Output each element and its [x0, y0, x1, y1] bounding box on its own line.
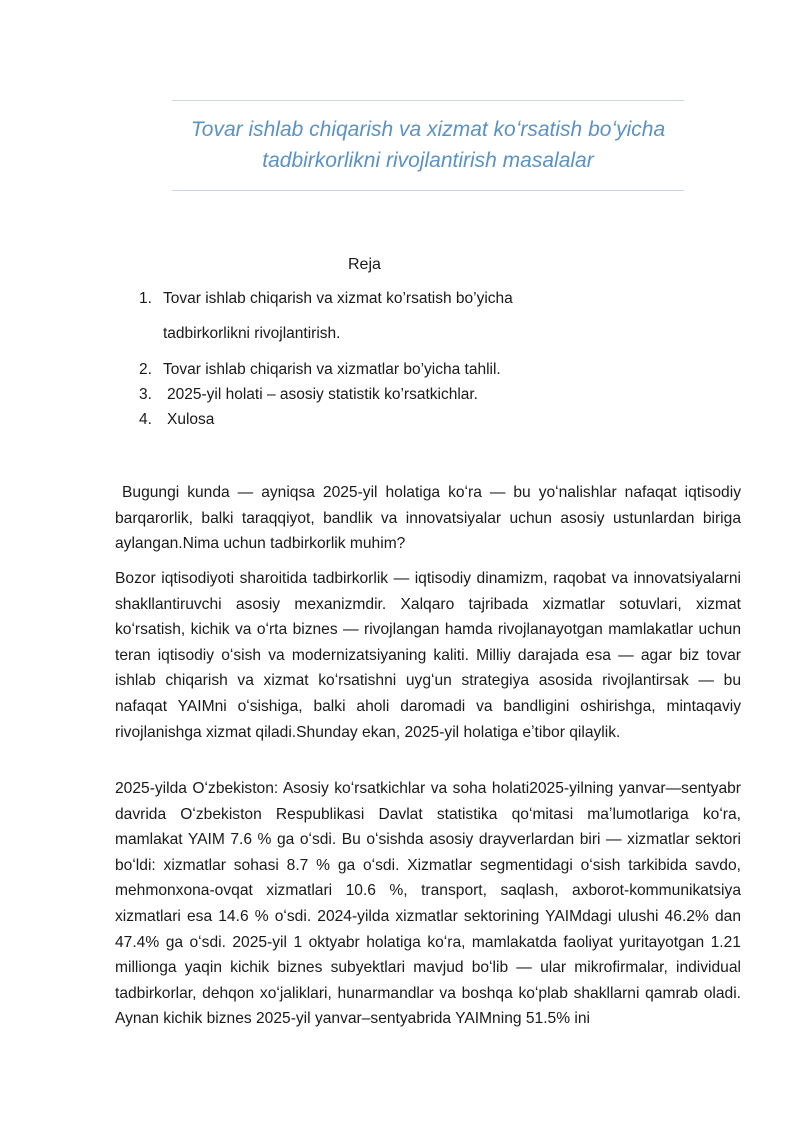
- plan-item-text: Tovar ishlab chiqarish va xizmat ko’rsatish bo’yicha: [163, 290, 513, 307]
- plan-item-text: Tovar ishlab chiqarish va xizmatlar bo’yicha tahlil.: [163, 361, 501, 378]
- plan-item-text: tadbirkorlikni rivojlantirish.: [163, 325, 341, 342]
- plan-item-4: [139, 411, 214, 429]
- plan-item-3: [139, 386, 478, 404]
- plan-heading: Reja: [348, 256, 381, 273]
- plan-item-number: 1.: [139, 290, 152, 307]
- plan-item-1-continuation: [163, 325, 340, 343]
- plan-item-number: 4.: [139, 411, 152, 428]
- plan-item-number: 2.: [139, 361, 152, 378]
- body-paragraph-3: 2025-yilda Oʻzbekiston: Asosiy koʻrsatkichlar va soha holati2025-yilning yanvar—sentyabr davrida Oʻzbekiston Respublikasi Davlat statistika qoʻmitasi maʼlumotlariga koʻra, mamlakat YAIM 7.6 % ga oʻsdi. Bu oʻsishda asosiy drayverlardan biri — xizmatlar sektori boʻldi: xizmatlar sohasi 8.7 % ga oʻsdi. Xizmatlar segmentidagi oʻsish tarkibida savdo, mehmonxona-ovqat xizmatlari 10.6 %, transport, saqlash, axborot-kommunikatsiya xizmatlari esa 14.6 % oʻsdi. 2024-yilda xizmatlar sektorining YAIMdagi ulushi 46.2% dan 47.4% ga oʻsdi. 2025-yil 1 oktyabr holatiga koʻra, mamlakatda faoliyat yuritayotgan 1.21 millionga yaqin kichik biznes subyektlari mavjud boʻlib — ular mikrofirmalar, individual tadbirkorlar, dehqon xoʻjaliklari, hunarmandlar va boshqa koʻplab shakllarni qamrab oladi. Aynan kichik biznes 2025-yil yanvar–sentyabrida YAIMning 51.5% ini: [115, 780, 741, 1028]
- title-line-1: Tovar ishlab chiqarish va xizmat koʻrsatish boʻyicha: [190, 118, 666, 141]
- document-title: [172, 100, 684, 191]
- body-paragraph-2: Bozor iqtisodiyoti sharoitida tadbirkorlik — iqtisodiy dinamizm, raqobat va innovatsiyalarni shakllantiruvchi asosiy mexanizmdir. Xalqaro tajribada xizmatlar sotuvlari, xizmat koʻrsatish, kichik va oʻrta biznes — rivojlangan hamda rivojlanayotgan mamlakatlar uchun teran iqtisodiy oʻsish va modernizatsiyaning kaliti. Milliy darajada esa — agar biz tovar ishlab chiqarish va xizmat koʻrsatishni uygʻun strategiya asosida rivojlantirsak — bu nafaqat YAIMni oʻsishiga, balki aholi daromadi va bandligini oshirishga, mintaqaviy rivojlanishga xizmat qiladi.Shunday ekan, 2025-yil holatiga eʼtibor qilaylik.: [115, 570, 741, 741]
- title-line-2: tadbirkorlikni rivojlantirish masalalar: [262, 149, 594, 172]
- body-paragraph-1: Bugungi kunda — ayniqsa 2025-yil holatiga koʻra — bu yoʻnalishlar nafaqat iqtisodiy barqarorlik, balki taraqqiyot, bandlik va innovatsiyalar uchun asosiy ustunlardan biriga aylangan.Nima uchun tadbirkorlik muhim?: [115, 484, 741, 553]
- plan-item-2: [139, 361, 501, 379]
- plan-item-number: 3.: [139, 386, 152, 403]
- plan-item-1: [139, 290, 513, 308]
- plan-item-text: 2025-yil holati – asosiy statistik ko’rsatkichlar.: [167, 386, 478, 403]
- plan-item-text: Xulosa: [167, 411, 215, 428]
